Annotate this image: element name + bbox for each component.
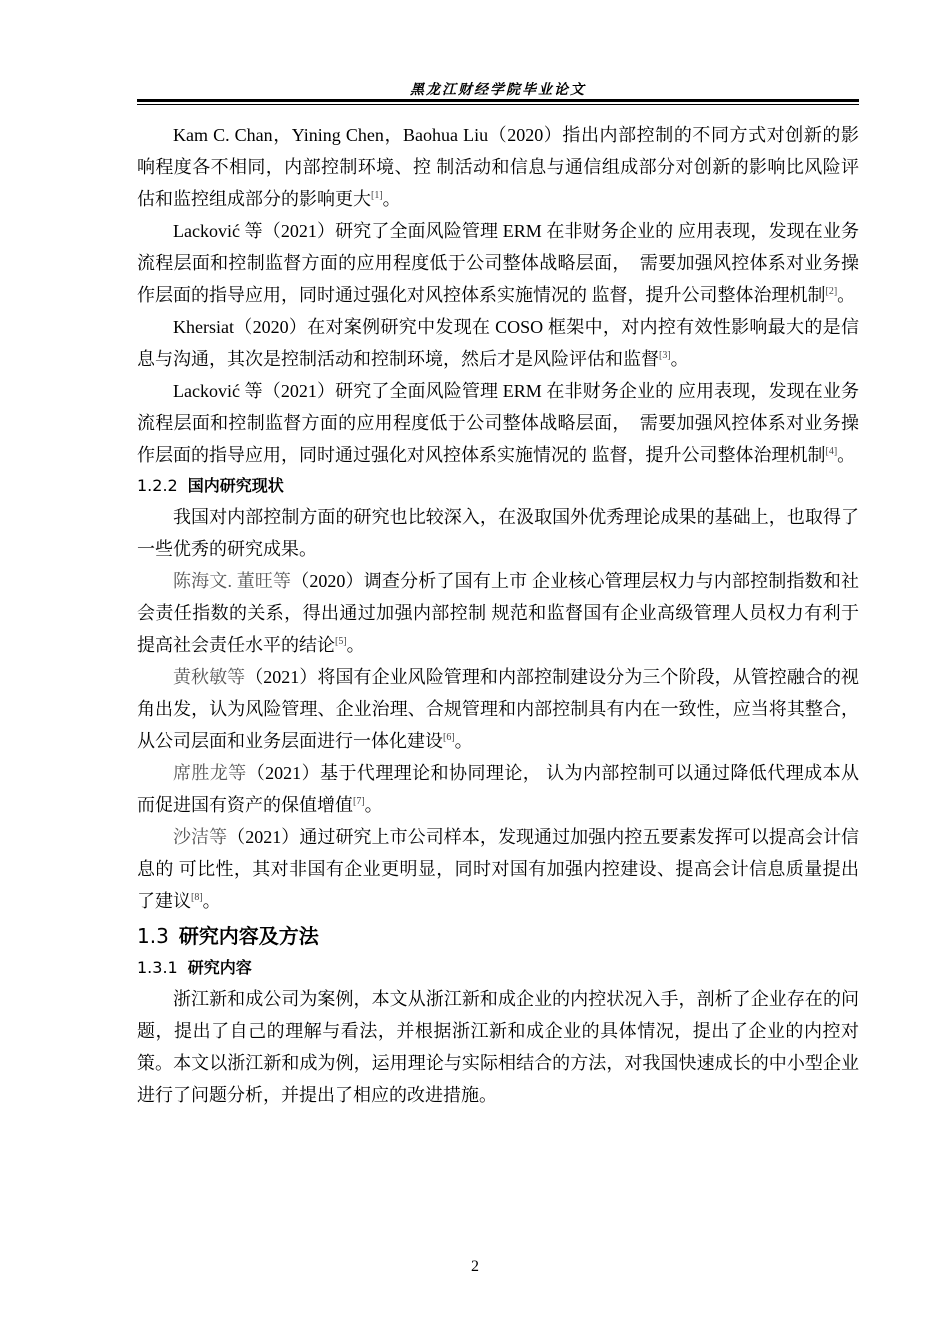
citation: [7] (353, 796, 365, 807)
paragraph-lackovic-2 (137, 375, 859, 471)
running-header: 黑龙江财经学院毕业论文 (410, 82, 586, 98)
paragraph-text: Lacković 等（2021）研究了全面风险管理 ERM 在非财务企业的 应用表现，发现在业务流程层面和控制监督方面的应用程度低于公司整体战略层面， 需要加强风控体系对业务操作层面的指导应用，同时通过强化对风控体系实施情况的 监督，提升公司整体治理机制 (137, 221, 859, 305)
citation: [8] (191, 892, 203, 903)
citation: [4] (825, 446, 838, 457)
paragraph-end: 。 (346, 635, 365, 655)
author-lead: 陈海文. 董旺等 (173, 571, 292, 591)
heading-1-3-1 (137, 953, 859, 983)
paragraph-domestic-intro (137, 501, 859, 565)
header-rule-thin (137, 104, 859, 105)
paragraph-text: （2020）调查分析了国有上市 企业核心管理层权力与内部控制指数和社会责任指数的关系，得出通过加强内部控制 规范和监督国有企业高级管理人员权力有利于提高社会责任水平的结论 (137, 571, 860, 655)
citation: [5] (335, 636, 347, 647)
paragraph-khersiat (137, 311, 859, 375)
paragraph-end: 。 (837, 285, 856, 305)
author-lead: 席胜龙等 (173, 763, 247, 783)
heading-1-2-2 (137, 471, 859, 501)
heading-1-3 (137, 919, 859, 953)
paragraph-end: 。 (670, 349, 689, 369)
heading-title: 研究内容及方法 (178, 924, 319, 948)
paragraph-text: 我国对内部控制方面的研究也比较深入，在汲取国外优秀理论成果的基础上，也取得了一些优秀的研究成果。 (137, 507, 859, 559)
paragraph-end: 。 (454, 731, 473, 751)
paragraph-end: 。 (837, 445, 856, 465)
paragraph-text: （2021）基于代理理论和协同理论， 认为内部控制可以通过降低代理成本从而促进国有资产的保值增值 (137, 763, 860, 815)
paragraph-text: （2021）将国有企业风险管理和内部控制建设分为三个阶段，从管控融合的视角出发，认为风险管理、企业治理、合规管理和内部控制具有内在一致性，应当将其整合，从公司层面和业务层面进行一体化建设 (137, 667, 860, 751)
paragraph-lackovic-1 (137, 215, 859, 311)
paragraph-text: Khersiat（2020）在对案例研究中发现在 COSO 框架中，对内控有效性影响最大的是信息与沟通，其次是控制活动和控制环境，然后才是风险评估和监督 (137, 317, 859, 369)
paragraph-text: Lacković 等（2021）研究了全面风险管理 ERM 在非财务企业的 应用表现，发现在业务流程层面和控制监督方面的应用程度低于公司整体战略层面， 需要加强风控体系对业务操作层面的指导应用，同时通过强化对风控体系实施情况的 监督，提升公司整体治理机制 (137, 381, 859, 465)
heading-number: 1.2.2 (137, 476, 178, 495)
body-content (137, 119, 859, 1111)
citation: [6] (443, 732, 455, 743)
paragraph-chen (137, 565, 859, 661)
heading-title: 研究内容 (187, 958, 252, 977)
paragraph-xi (137, 757, 859, 821)
citation: [1] (371, 190, 383, 201)
paragraph-sha (137, 821, 859, 917)
author-lead: 沙洁等 (173, 827, 228, 847)
paragraph-chan (137, 119, 859, 215)
paragraph-text: （2021）通过研究上市公司样本，发现通过加强内控五要素发挥可以提高会计信息的 可比性，其对非国有企业更明显，同时对国有加强内控建设、提高会计信息质量提出了建议 (137, 827, 860, 911)
heading-title: 国内研究现状 (187, 476, 284, 495)
citation: [3] (659, 350, 671, 361)
citation: [2] (825, 286, 838, 297)
paragraph-end: 。 (382, 189, 401, 209)
paragraph-text: Kam C. Chan，Yining Chen，Baohua Liu（2020）指出内部控制的不同方式对创新的影响程度各不相同，内部控制环境、控 制活动和信息与通信组成部分对创新的影响比风险评估和监控组成部分的影响更大 (137, 125, 859, 209)
paragraph-research-content: 浙江新和成公司为案例，本文从浙江新和成企业的内控状况入手，剖析了企业存在的问题，提出了自己的理解与看法，并根据浙江新和成企业的具体情况，提出了企业的内控对策。本文以浙江新和成为例，运用理论与实际相结合的方法，对我国快速成长的中小型企业进行了问题分析，并提出了相应的改进措施。 (137, 989, 859, 1105)
heading-number: 1.3.1 (137, 958, 178, 977)
page-number: 2 (471, 1258, 479, 1275)
author-lead: 黄秋敏等 (173, 667, 246, 687)
heading-number: 1.3 (137, 924, 169, 948)
paragraph-end: 。 (202, 891, 221, 911)
paragraph-huang (137, 661, 859, 757)
header-rule-thick (137, 99, 859, 102)
paragraph-end: 。 (364, 795, 383, 815)
